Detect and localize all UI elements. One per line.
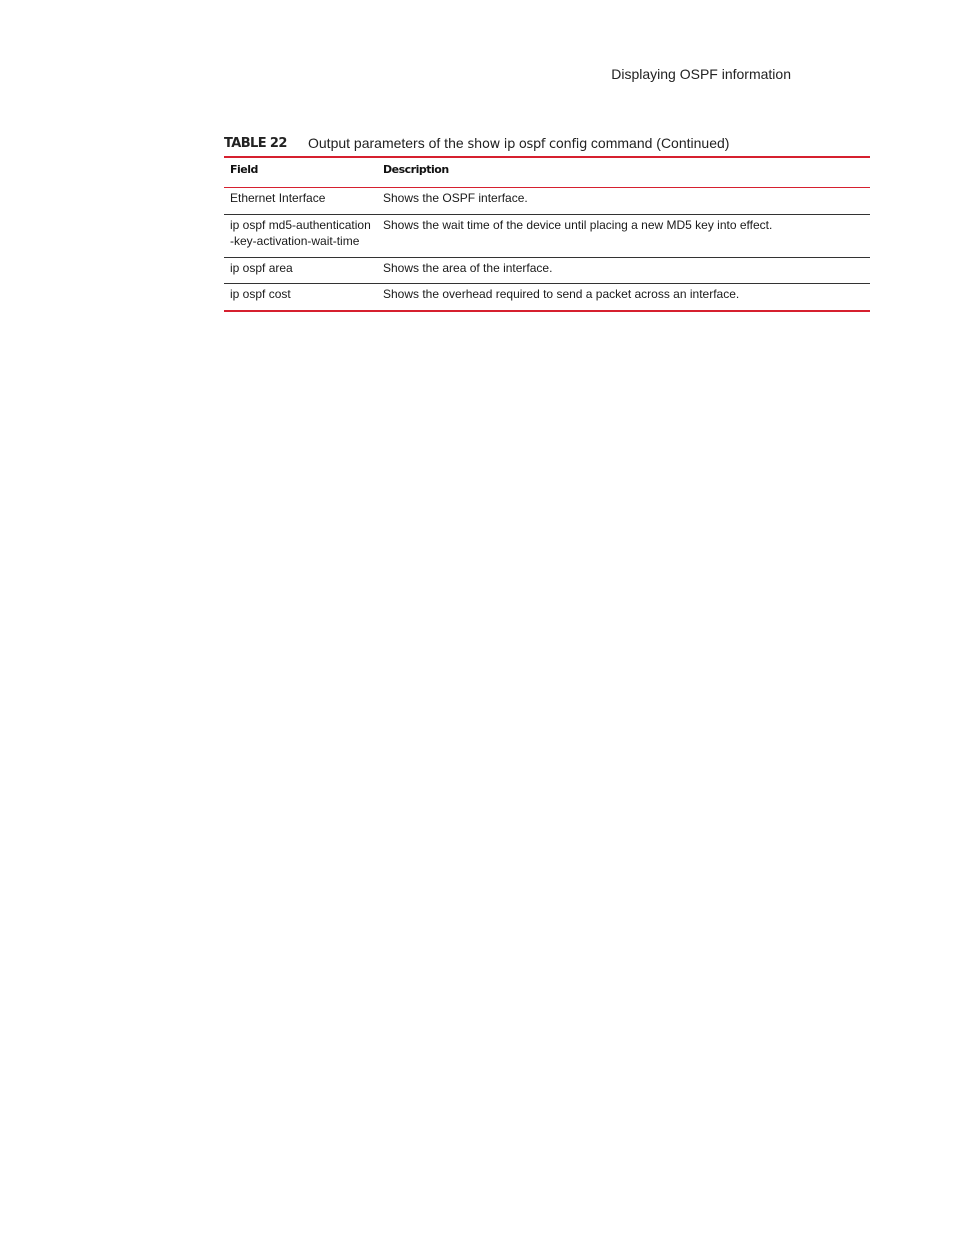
- parameters-table-block: [224, 134, 870, 312]
- table-title-command: show ip ospf config: [467, 137, 588, 152]
- description-cell: Shows the OSPF interface.: [377, 188, 870, 215]
- column-header-field: Field: [224, 157, 377, 188]
- table-row: [224, 284, 870, 311]
- running-header: Displaying OSPF information: [611, 66, 791, 82]
- output-parameters-table: [224, 156, 870, 312]
- table-row: [224, 214, 870, 257]
- field-cell: ip ospf md5-authentication-key-activation-wait-time: [224, 214, 377, 257]
- table-title-suffix: command (Continued): [587, 135, 730, 151]
- column-header-description: Description: [377, 157, 870, 188]
- description-cell: Shows the area of the interface.: [377, 257, 870, 284]
- table-number: TABLE 22: [224, 136, 287, 151]
- field-cell: ip ospf area: [224, 257, 377, 284]
- table-row: [224, 188, 870, 215]
- field-cell: ip ospf cost: [230, 287, 291, 301]
- field-cell: Ethernet Interface: [224, 188, 377, 215]
- table-title: [308, 135, 729, 152]
- table-header-row: [224, 157, 870, 188]
- table-caption: [224, 134, 870, 156]
- table-row: [224, 257, 870, 284]
- description-cell: Shows the wait time of the device until placing a new MD5 key into effect.: [377, 214, 870, 257]
- table-title-prefix: Output parameters of the: [308, 135, 468, 151]
- description-cell: Shows the overhead required to send a packet across an interface.: [383, 287, 740, 301]
